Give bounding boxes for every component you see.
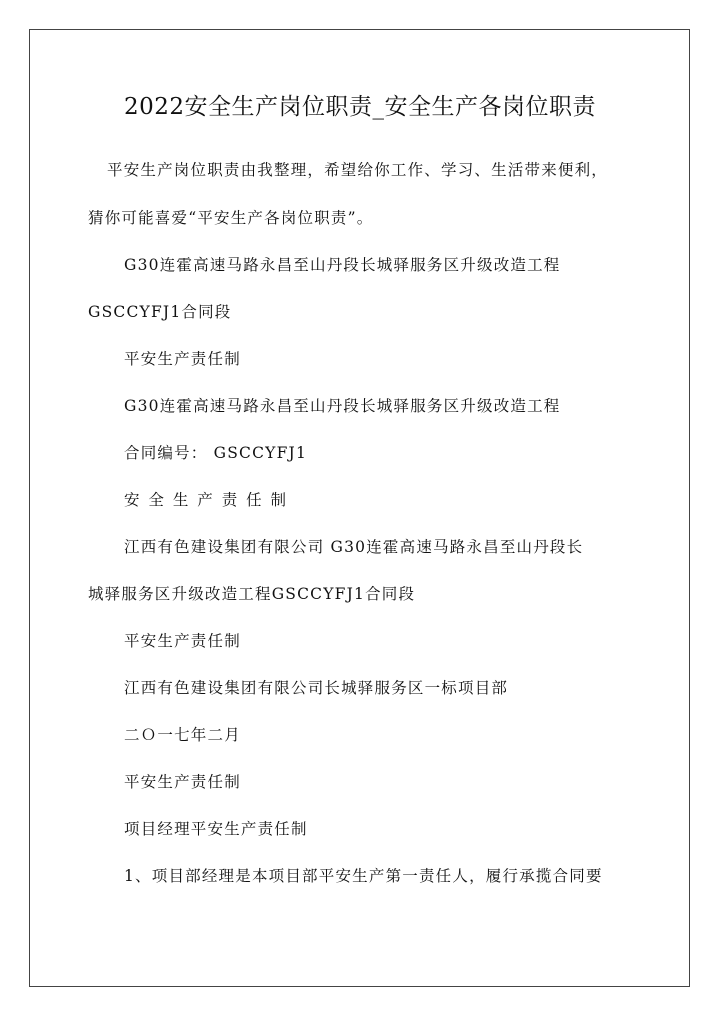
document-title: 2022安全生产岗位职责_安全生产各岗位职责 bbox=[123, 94, 597, 120]
paragraph-1-line-2: GSCCYFJ1合同段 bbox=[88, 303, 232, 321]
list-item-1: 1、项目部经理是本项目部平安生产第一责任人，履行承揽合同要 bbox=[124, 867, 603, 885]
intro-line-1: 平安生产岗位职责由我整理，希望给你工作、学习、生活带来便利， bbox=[107, 161, 609, 179]
intro-line-2: 猜你可能喜爱“平安生产各岗位职责”。 bbox=[88, 209, 374, 227]
paragraph-1-line-1: G30连霍高速马路永昌至山丹段长城驿服务区升级改造工程 bbox=[124, 256, 561, 274]
contract-number: 合同编号： GSCCYFJ1 bbox=[124, 444, 308, 462]
project-name: G30连霍高速马路永昌至山丹段长城驿服务区升级改造工程 bbox=[124, 397, 561, 415]
heading-safety-responsibility-2: 平安生产责任制 bbox=[124, 632, 241, 650]
paragraph-2-line-1: 江西有色建设集团有限公司 G30连霍高速马路永昌至山丹段长 bbox=[124, 538, 584, 556]
document-date: 二Ｏ一七年二月 bbox=[124, 726, 241, 744]
department-name: 江西有色建设集团有限公司长城驿服务区一标项目部 bbox=[124, 679, 509, 697]
heading-safety-responsibility-3: 平安生产责任制 bbox=[124, 773, 241, 791]
paragraph-2-line-2: 城驿服务区升级改造工程GSCCYFJ1合同段 bbox=[88, 585, 416, 603]
heading-safety-responsibility-1: 平安生产责任制 bbox=[124, 350, 241, 368]
heading-safety-responsibility-spaced: 安 全 生 产 责 任 制 bbox=[124, 491, 289, 509]
heading-project-manager: 项目经理平安生产责任制 bbox=[124, 820, 308, 838]
